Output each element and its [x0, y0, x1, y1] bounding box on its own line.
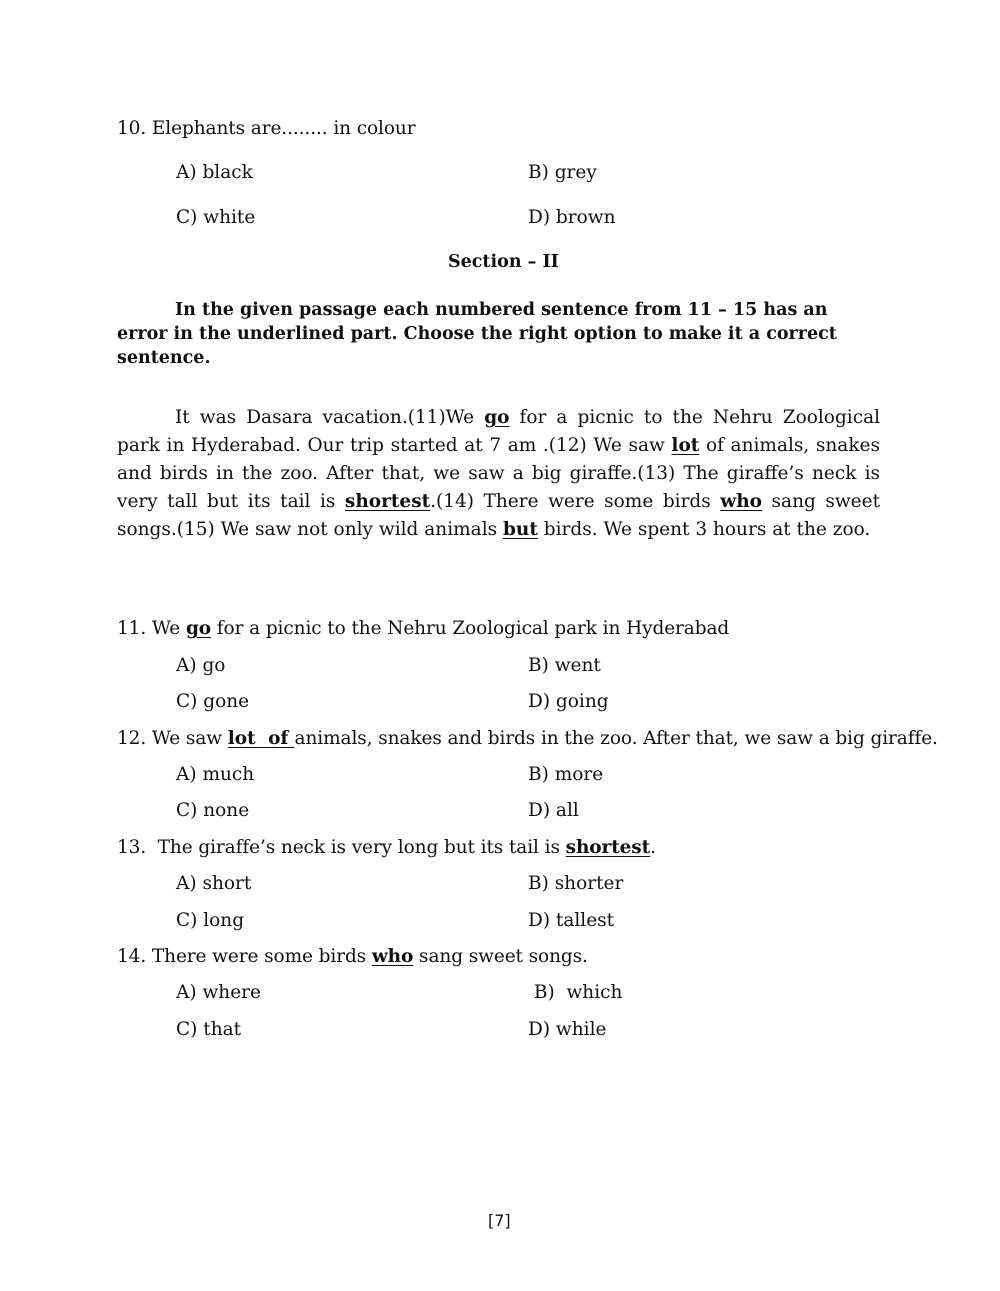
option-14c[interactable]: C) that	[176, 1019, 242, 1040]
passage-text: of animals, snakes and birds in the zoo. After that, we saw a big giraffe.(13) The giraffe’s neck is very tall but its tail is	[117, 435, 880, 512]
section-instructions	[117, 298, 865, 370]
question-13	[117, 837, 656, 858]
passage-underline-11: go	[484, 407, 510, 428]
option-14a[interactable]: A) where	[176, 982, 261, 1003]
question-14	[117, 946, 588, 967]
option-12d[interactable]: D) all	[528, 800, 579, 821]
question-underline: go	[185, 618, 212, 639]
instructions-text: In the given passage each numbered sentence from 11 – 15 has an error in the underlined part. Choose the right option to make it a correct sentence.	[117, 300, 837, 368]
passage-underline-13: shortest	[344, 491, 431, 512]
section-title: Section – II	[448, 252, 559, 272]
passage-text: sang sweet songs.(15) We saw not only wild animals	[117, 491, 881, 540]
passage-text: for a picnic to the Nehru Zoological park in Hyderabad. Our trip started at 7 am .(12) We saw	[117, 407, 881, 456]
question-text: for a picnic to the Nehru Zoological park in Hyderabad	[211, 618, 730, 639]
passage-text: birds. We spent 3 hours at the zoo.	[537, 519, 871, 540]
option-13d[interactable]: D) tallest	[528, 910, 615, 931]
passage	[117, 404, 880, 544]
question-text: 12. We saw	[117, 728, 228, 749]
question-text: animals, snakes and birds in the zoo. After that, we saw a big giraffe.	[294, 728, 938, 749]
option-13b[interactable]: B) shorter	[528, 873, 624, 894]
option-14b[interactable]: B) which	[528, 982, 623, 1003]
option-11b[interactable]: B) went	[528, 655, 601, 676]
option-10c[interactable]: C) white	[176, 207, 256, 228]
option-12a[interactable]: A) much	[176, 764, 255, 785]
option-11d[interactable]: D) going	[528, 691, 609, 712]
question-text: 14. There were some birds	[117, 946, 372, 967]
question-underline: shortest	[565, 837, 651, 858]
passage-text: It was Dasara vacation.(11)We	[175, 407, 485, 428]
question-text: 11. We	[117, 618, 186, 639]
passage-underline-15: but	[502, 519, 538, 540]
option-13a[interactable]: A) short	[176, 873, 252, 894]
question-text: sang sweet songs.	[413, 946, 588, 967]
option-11a[interactable]: A) go	[176, 655, 226, 676]
option-10d[interactable]: D) brown	[528, 207, 616, 228]
passage-text: .(14) There were some birds	[430, 491, 721, 512]
option-12c[interactable]: C) none	[176, 800, 250, 821]
question-text: .	[650, 837, 656, 858]
option-10a[interactable]: A) black	[176, 162, 253, 183]
question-12	[117, 728, 938, 749]
passage-underline-14: who	[720, 491, 763, 512]
question-11	[117, 618, 729, 639]
page-number: [7]	[488, 1211, 511, 1230]
passage-underline-12: lot	[671, 435, 700, 456]
question-10: 10. Elephants are........ in colour	[117, 118, 416, 139]
option-12b[interactable]: B) more	[528, 764, 604, 785]
option-13c[interactable]: C) long	[176, 910, 245, 931]
question-underline: who	[371, 946, 414, 967]
question-underline: lot of	[227, 728, 295, 749]
option-14d[interactable]: D) while	[528, 1019, 607, 1040]
option-10b[interactable]: B) grey	[528, 162, 597, 183]
option-11c[interactable]: C) gone	[176, 691, 250, 712]
question-text: 13. The giraffe’s neck is very long but its tail is	[117, 837, 566, 858]
